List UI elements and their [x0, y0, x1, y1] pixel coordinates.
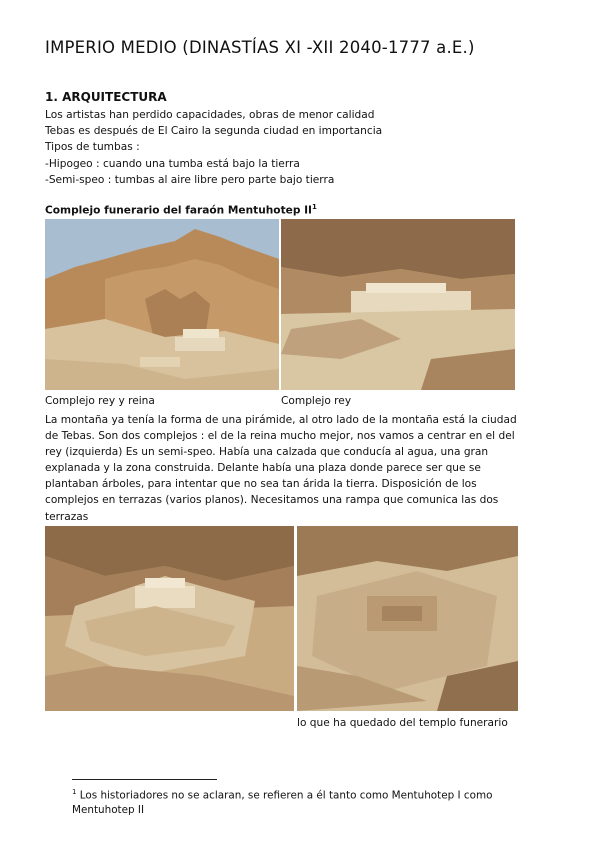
paragraph-line: La montaña ya tenía la forma de una pirámide, al otro lado de la montaña está la ciudad — [45, 414, 517, 426]
body-paragraph — [45, 412, 540, 525]
intro-line: -Hipogeo : cuando una tumba está bajo la tierra — [45, 157, 300, 170]
caption-photo-1: Complejo rey y reina — [45, 395, 155, 407]
footnote — [72, 785, 542, 818]
intro-line: -Semi-speo : tumbas al aire libre pero parte bajo tierra — [45, 173, 335, 186]
footnote-line: Mentuhotep II — [72, 804, 145, 817]
footnote-text: Los historiadores no se aclaran, se refieren a él tanto como Mentuhotep I como — [79, 789, 493, 802]
intro-line: Los artistas han perdido capacidades, obras de menor calidad — [45, 109, 375, 121]
paragraph-line: de Tebas. Son dos complejos : el de la reina mucho mejor, nos vamos a centrar en el del — [45, 430, 515, 443]
footnote-divider — [72, 779, 217, 780]
page-title: IMPERIO MEDIO (DINASTÍAS XI -XII 2040-1777 a.E.) — [45, 38, 475, 57]
intro-line: Tebas es después de El Cairo la segunda ciudad en importancia — [45, 125, 383, 138]
photo-temple-remains — [297, 526, 518, 711]
paragraph-line: terrazas — [45, 510, 89, 523]
subheading — [45, 203, 317, 217]
subheading-text: Complejo funerario del faraón Mentuhotep II — [45, 204, 312, 217]
caption-photo-4: lo que ha quedado del templo funerario — [297, 717, 508, 729]
photo-aerial-temple — [45, 526, 294, 711]
caption-photo-2: Complejo rey — [281, 395, 352, 407]
photo-complex-king — [281, 219, 515, 390]
footnote-mark: 1 — [72, 788, 77, 796]
paragraph-line: complejos en terrazas (varios planos). Necesitamos una rampa que comunica las dos — [45, 494, 499, 507]
intro-line: Tipos de tumbas : — [45, 141, 140, 154]
photo-complex-king-queen — [45, 219, 279, 390]
paragraph-line: explanada y la zona construida. Delante había una plaza donde parece ser que se — [45, 462, 481, 475]
paragraph-line: plantaban árboles, para intentar que no sea tan árida la tierra. Disposición de los — [45, 478, 477, 491]
section-heading: 1. ARQUITECTURA — [45, 90, 167, 104]
footnote-line — [72, 785, 542, 803]
footnote-reference: 1 — [312, 203, 317, 211]
paragraph-line: rey (izquierda) Es un semi-speo. Había una calzada que conducía al agua, una gran — [45, 446, 489, 459]
section-intro — [45, 107, 565, 188]
